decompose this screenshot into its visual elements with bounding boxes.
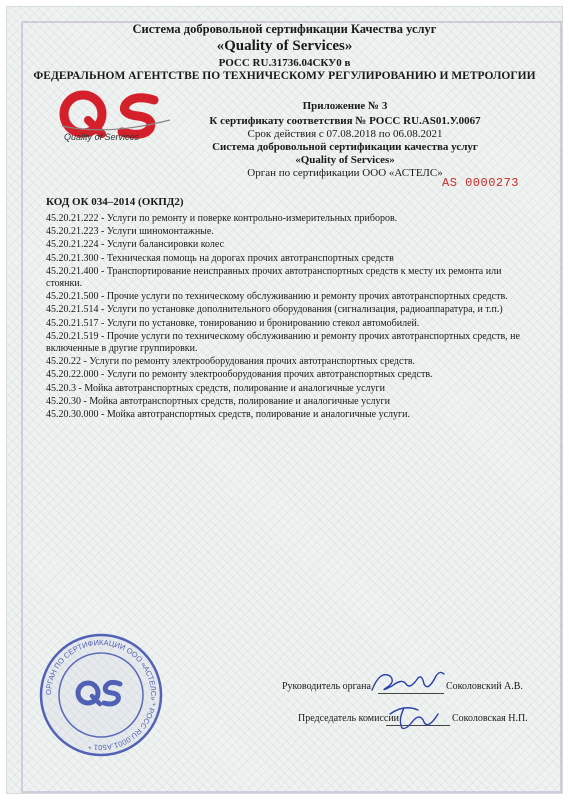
- system-name: «Quality of Services»: [216, 38, 353, 54]
- list-item: 45.20.21.517 - Услуги по установке, тонированию и бронированию стекол автомобилей.: [46, 317, 420, 329]
- list-item: 45.20.21.519 - Прочие услуги по техническому обслуживанию и ремонту прочих автотранспортных средств, не включенные в другие группировки.: [46, 330, 520, 355]
- stamp-ring-text: ОРГАН ПО СЕРТИФИКАЦИИ ООО «АСТЕЛС» * РОСС RU.0001.A501 *: [43, 637, 159, 753]
- list-item: 45.20.21.224 - Услуги балансировки колес: [46, 239, 225, 251]
- head-signature: [366, 664, 448, 698]
- appendix-title: Приложение № 3: [302, 100, 388, 112]
- list-item: 45.20.21.500 - Прочие услуги по техническому обслуживанию и ремонту прочих автотранспортных средств.: [46, 291, 508, 303]
- agency-name: ФЕДЕРАЛЬНОМ АГЕНТСТВЕ ПО ТЕХНИЧЕСКОМУ РЕГУЛИРОВАНИЮ И МЕТРОЛОГИИ: [33, 70, 536, 82]
- list-item: 45.20.21.223 - Услуги шиномонтажные.: [46, 226, 214, 238]
- system-line: Система добровольной сертификации Качества услуг: [132, 22, 437, 36]
- appendix-system-name: «Quality of Services»: [295, 154, 395, 166]
- list-item: 45.20.21.400 - Транспортирование неисправных прочих автотранспортных средств к месту их ремонта или стоянки.: [46, 265, 502, 290]
- certification-body: Орган по сертификации ООО «АСТЕЛС»: [247, 167, 443, 179]
- official-stamp: [36, 630, 166, 760]
- services-list: [46, 213, 540, 422]
- registration-number: РОСС RU.31736.04СКУ0 в: [218, 57, 351, 69]
- code-title: КОД ОК 034–2014 (ОКПД2): [46, 196, 184, 208]
- qs-logo-mark-icon: [62, 95, 170, 134]
- list-item: 45.20.30 - Мойка автотранспортных средств, полирование и аналогичные услуги: [46, 395, 390, 407]
- list-item: 45.20.21.222 - Услуги по ремонту и поверке контрольно-измерительных приборов.: [46, 213, 398, 224]
- list-item: 45.20.3 - Мойка автотранспортных средств, полирование и аналогичные услуги: [46, 382, 385, 394]
- logo-tagline: Quality of Services: [64, 132, 140, 142]
- list-item: 45.20.22.000 - Услуги по ремонту электрооборудования прочих автотранспортных средств.: [46, 369, 433, 381]
- appendix-system: Система добровольной сертификации качества услуг: [212, 141, 478, 153]
- head-role: Руководитель органа: [282, 681, 371, 692]
- serial-number: AS 0000273: [442, 176, 520, 190]
- chair-signature: [384, 700, 448, 734]
- list-item: 45.20.22 - Услуги по ремонту электрооборудования прочих автотранспортных средств.: [46, 356, 416, 368]
- head-name: Соколовский А.В.: [446, 681, 523, 692]
- certificate-number: К сертификату соответствия № РОСС RU.AS01.У.0067: [209, 115, 481, 127]
- validity-period: Срок действия с 07.08.2018 по 06.08.2021: [247, 128, 443, 140]
- chair-role: Председатель комиссии: [298, 713, 400, 724]
- list-item: 45.20.21.300 - Техническая помощь на дорогах прочих автотранспортных средств: [46, 252, 394, 264]
- list-item: 45.20.30.000 - Мойка автотранспортных средств, полирование и аналогичные услуги.: [46, 409, 410, 421]
- list-item: 45.20.21.514 - Услуги по установке дополнительного оборудования (сигнализация, радиоаппаратура, и т.п.): [46, 304, 503, 316]
- chair-name: Соколовская Н.П.: [452, 713, 528, 724]
